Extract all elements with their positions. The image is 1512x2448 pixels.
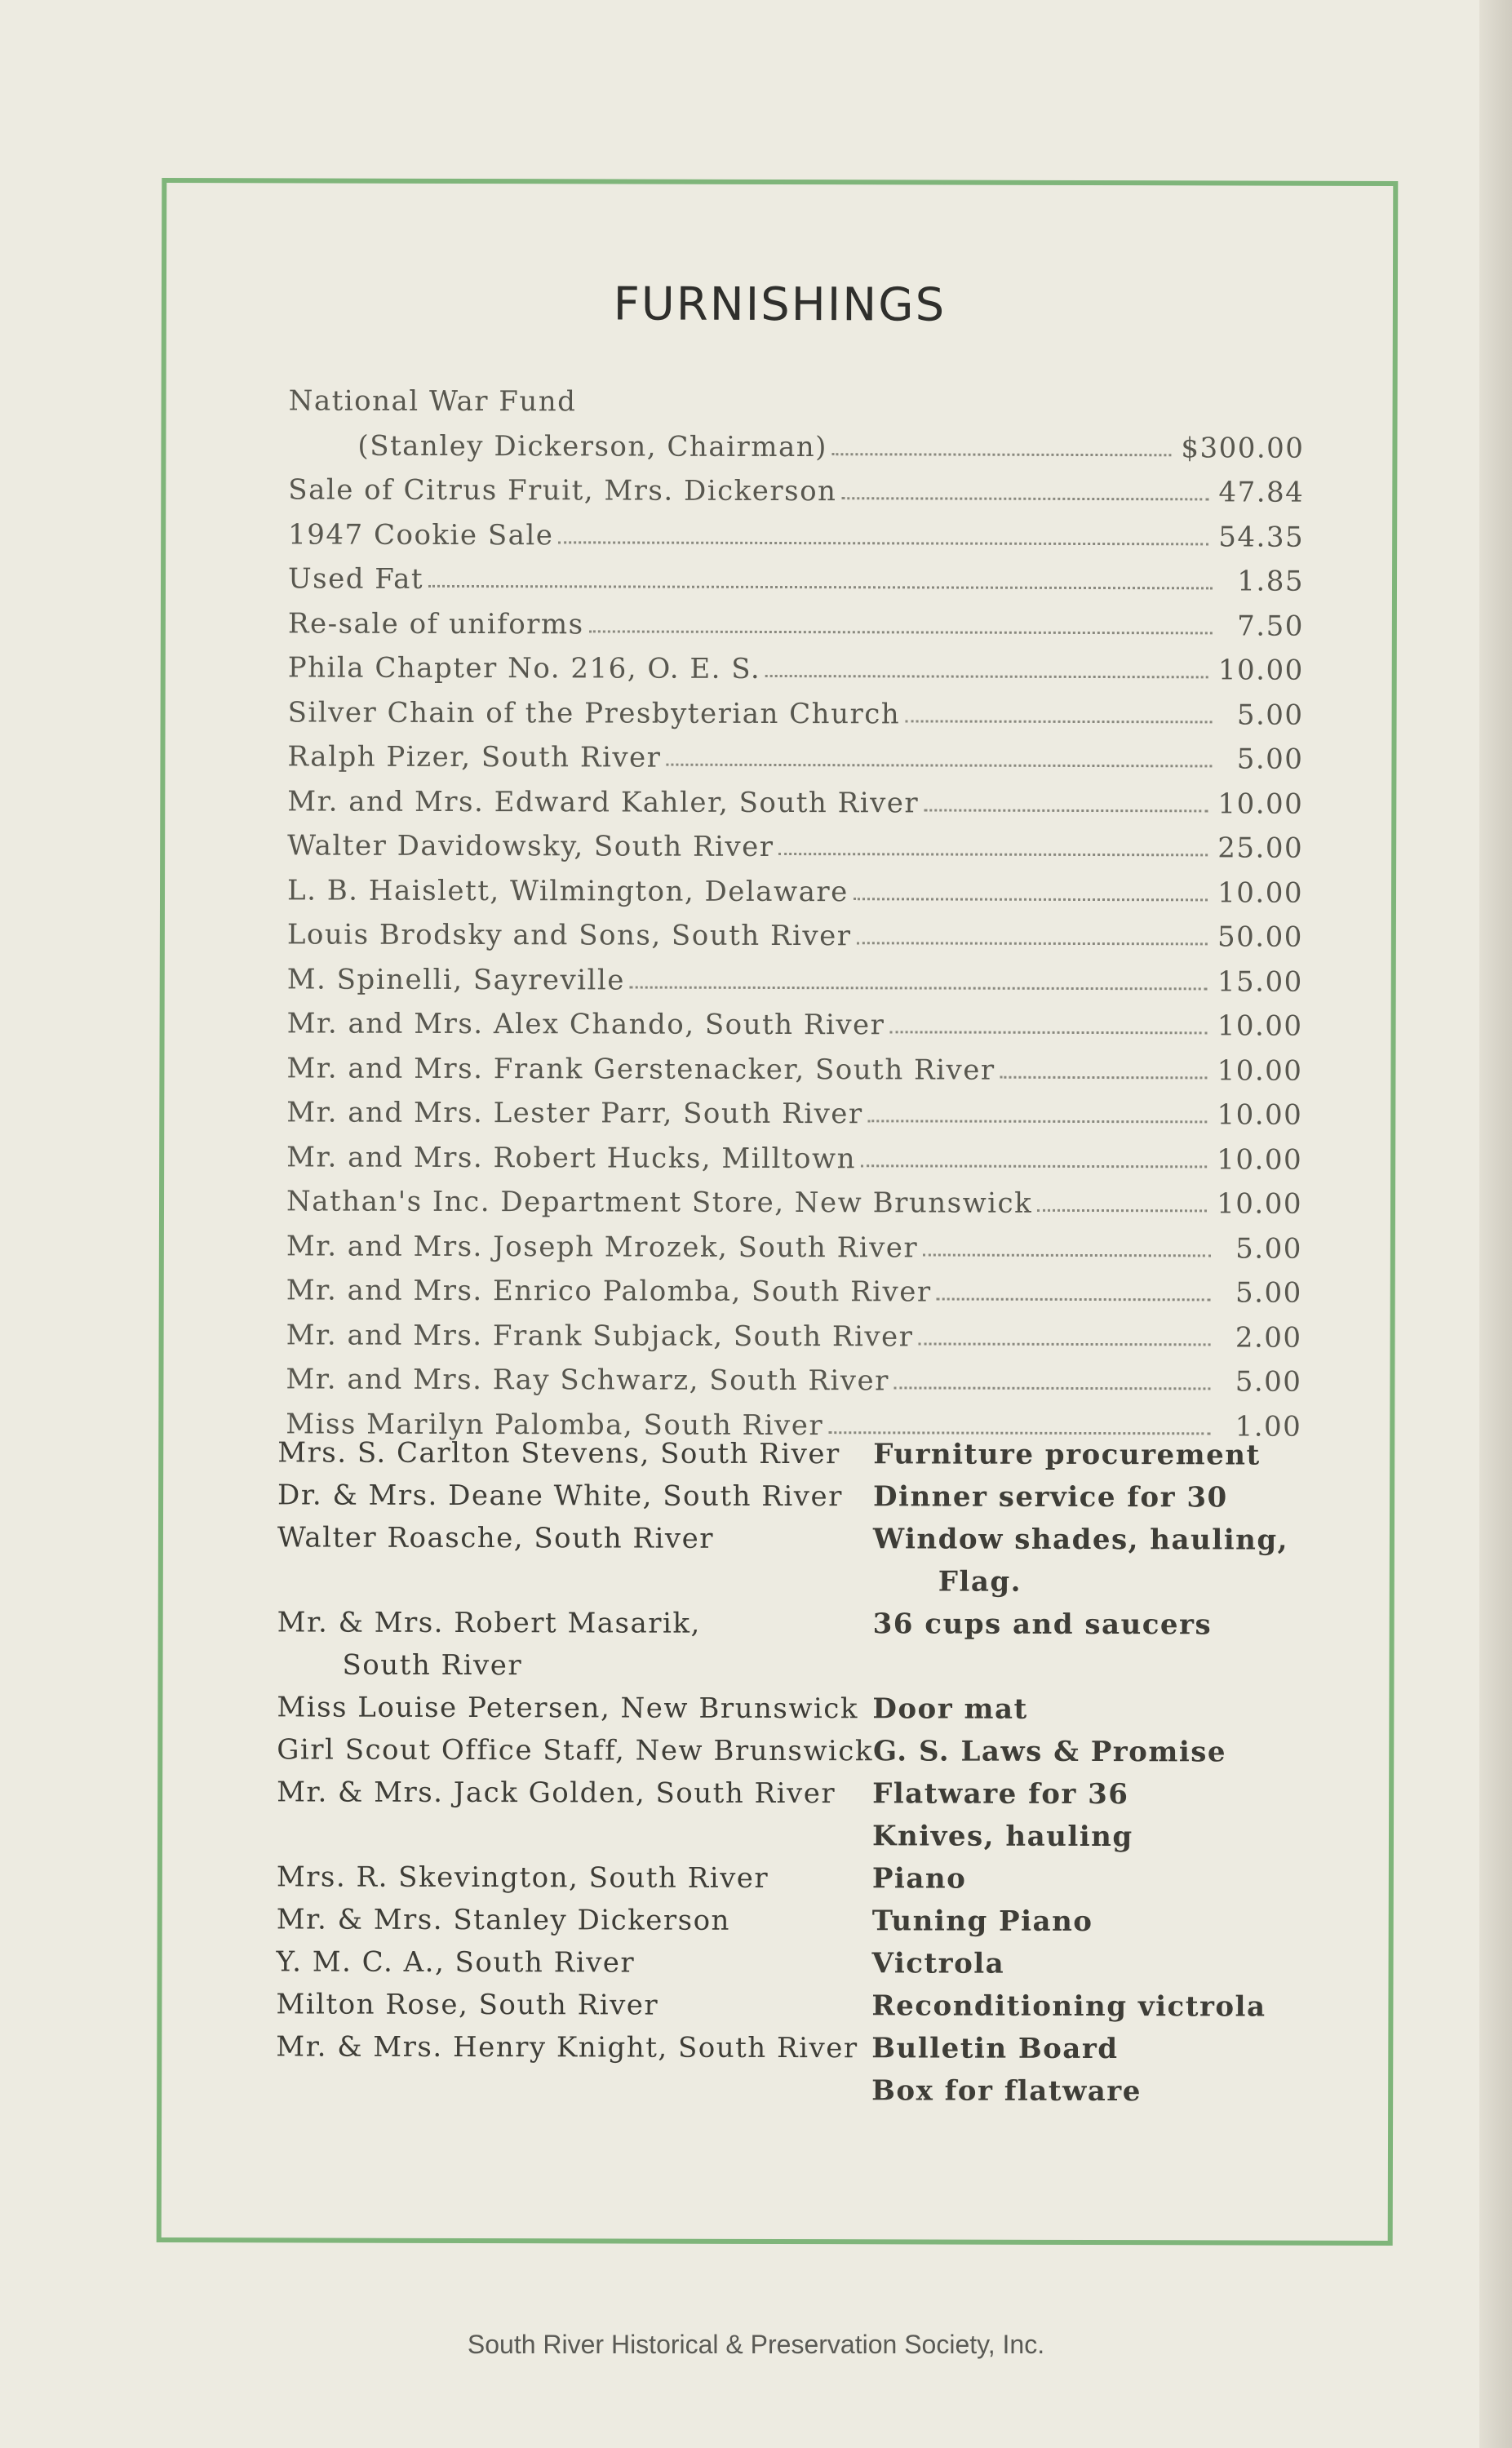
dot-leader — [832, 452, 1171, 456]
gift-donor — [277, 1601, 872, 1687]
dot-leader — [905, 719, 1212, 723]
dot-leader — [558, 540, 1208, 545]
gift-donor-line: Walter Roasche, South River — [277, 1521, 715, 1555]
donor-name: Mr. and Mrs. Edward Kahler, South River — [287, 785, 920, 820]
dot-leader — [589, 629, 1213, 634]
gift-item-line: Victrola — [871, 1947, 1005, 1980]
gift-donor-line: Y. M. C. A., South River — [276, 1945, 636, 1980]
gift-row — [276, 2025, 1304, 2113]
donation-amount: 7.50 — [1237, 610, 1304, 643]
dot-leader — [937, 1297, 1211, 1302]
dot-leader — [923, 1253, 1211, 1257]
donation-amount: 10.00 — [1217, 1054, 1303, 1088]
gift-donor-line: Mrs. S. Carlton Stevens, South River — [277, 1436, 840, 1471]
donation-row — [289, 379, 1305, 426]
donation-amount: 10.00 — [1217, 876, 1304, 910]
gift-row — [277, 1474, 1306, 1519]
donation-amount: 5.00 — [1235, 1365, 1302, 1399]
gift-item-line: Dinner service for 30 — [873, 1480, 1228, 1514]
donation-amount: 50.00 — [1217, 920, 1303, 954]
dot-leader — [765, 674, 1208, 678]
gift-item-line: Door mat — [872, 1692, 1028, 1726]
donation-row — [287, 1001, 1303, 1049]
gift-item-line: Flatware for 36 — [872, 1777, 1129, 1812]
donation-amount: 10.00 — [1217, 787, 1304, 821]
donation-row — [287, 912, 1303, 960]
gift-donor — [277, 1728, 873, 1772]
gift-donor — [276, 2025, 871, 2112]
donor-name: (Stanley Dickerson, Chairman) — [357, 429, 827, 463]
dot-leader — [868, 1120, 1208, 1124]
donor-name: Mr. and Mrs. Lester Parr, South River — [286, 1096, 863, 1131]
dot-leader — [854, 897, 1208, 901]
gift-item — [871, 1985, 1304, 2028]
gift-row — [277, 1856, 1305, 1900]
donor-name: Louis Brodsky and Sons, South River — [286, 918, 852, 953]
donation-row — [286, 1135, 1302, 1182]
donor-name: L. B. Haislett, Wilmington, Delaware — [286, 874, 849, 908]
dot-leader — [630, 985, 1208, 990]
gift-item — [872, 1603, 1305, 1688]
gift-row — [277, 1728, 1305, 1773]
gift-item-line: G. S. Laws & Promise — [872, 1735, 1227, 1769]
dot-leader — [666, 763, 1212, 768]
gift-item — [873, 1518, 1306, 1603]
gift-item — [873, 1475, 1306, 1519]
gift-donor-line: Mrs. R. Skevington, South River — [276, 1860, 769, 1895]
page-title: FURNISHINGS — [613, 277, 947, 332]
donor-name: Silver Chain of the Presbyterian Church — [287, 696, 901, 731]
donation-row — [288, 512, 1304, 560]
donation-amount: 1.00 — [1235, 1410, 1302, 1444]
donation-amount: $300.00 — [1181, 432, 1305, 465]
donor-name: Sale of Citrus Fruit, Mrs. Dickerson — [288, 473, 837, 508]
dot-leader — [894, 1386, 1211, 1390]
gift-donor — [277, 1898, 872, 1942]
gift-donor-line: Milton Rose, South River — [276, 1988, 659, 2022]
gift-donor-line: Miss Louise Petersen, New Brunswick — [277, 1691, 859, 1726]
dot-leader — [1000, 1075, 1208, 1079]
dot-leader — [857, 942, 1208, 946]
donation-row — [286, 1179, 1302, 1226]
donation-amount: 10.00 — [1217, 1187, 1303, 1221]
donation-row — [288, 557, 1304, 604]
donor-name: Mr. and Mrs. Ray Schwarz, South River — [286, 1363, 889, 1398]
donation-row — [286, 1313, 1302, 1360]
donation-amount: 25.00 — [1217, 832, 1304, 865]
gift-item-line: Knives, hauling — [871, 1820, 1133, 1854]
donation-amount: 54.35 — [1218, 521, 1305, 554]
donation-row — [286, 1090, 1302, 1138]
gift-item-line: Window shades, hauling, — [872, 1523, 1289, 1557]
gift-list — [276, 1431, 1306, 2113]
donor-name: Nathan's Inc. Department Store, New Brunswick — [286, 1185, 1033, 1221]
gift-item — [872, 1772, 1305, 1858]
gift-donor — [277, 1474, 873, 1518]
gift-donor — [277, 1940, 872, 1985]
donation-amount: 5.00 — [1235, 1276, 1302, 1310]
donor-name: Mr. and Mrs. Joseph Mrozek, South River — [286, 1230, 919, 1265]
donor-name: 1947 Cookie Sale — [288, 518, 554, 552]
gift-row — [277, 1771, 1305, 1858]
gift-row — [277, 1601, 1305, 1688]
gift-row — [277, 1940, 1305, 1985]
gift-item — [872, 1942, 1305, 1985]
donation-amount: 5.00 — [1236, 698, 1304, 732]
gift-item-line: Tuning Piano — [871, 1905, 1093, 1939]
gift-donor-line: Mr. & Mrs. Jack Golden, South River — [277, 1776, 836, 1811]
donation-row — [288, 601, 1304, 649]
donor-name: Mr. and Mrs. Alex Chando, South River — [286, 1007, 885, 1042]
gift-donor-line: Mr. & Mrs. Stanley Dickerson — [276, 1903, 731, 1937]
donation-list — [286, 379, 1304, 1448]
gift-item — [872, 1857, 1305, 1900]
donation-amount: 10.00 — [1217, 654, 1304, 687]
dot-leader — [889, 1031, 1207, 1035]
gift-donor — [277, 1856, 872, 1900]
gift-item-line: Furniture procurement — [873, 1438, 1261, 1472]
donation-row — [286, 1357, 1301, 1404]
donation-row — [288, 690, 1304, 738]
gift-donor — [277, 1771, 872, 1857]
donor-name: Used Fat — [287, 562, 424, 596]
page-edge — [1479, 0, 1512, 2448]
donor-name: Walter Davidowsky, South River — [287, 829, 774, 864]
donor-name: Miss Marilyn Palomba, South River — [286, 1408, 824, 1442]
donor-name: Mr. and Mrs. Enrico Palomba, South River — [286, 1274, 932, 1309]
gift-row — [277, 1431, 1306, 1476]
donor-name: Mr. and Mrs. Frank Gerstenacker, South River — [286, 1052, 995, 1087]
gift-donor — [277, 1431, 873, 1475]
gift-donor-line: Mr. & Mrs. Henry Knight, South River — [276, 2030, 858, 2065]
donation-amount: 5.00 — [1235, 1232, 1302, 1266]
gift-item-line: Piano — [871, 1862, 967, 1896]
gift-item-line: Box for flatware — [871, 2074, 1142, 2109]
donation-amount: 10.00 — [1217, 1098, 1303, 1132]
gift-donor — [277, 1516, 873, 1603]
donation-row — [287, 957, 1303, 1004]
gift-item-line: Reconditioning victrola — [871, 1989, 1266, 2024]
gift-donor — [277, 1686, 872, 1730]
gift-donor-line: South River — [342, 1648, 523, 1683]
green-border-frame — [157, 178, 1399, 2246]
donor-name: Re-sale of uniforms — [287, 607, 584, 641]
gift-donor-line: Dr. & Mrs. Deane White, South River — [277, 1479, 843, 1514]
gift-item — [873, 1433, 1306, 1476]
gift-item-line: Bulletin Board — [871, 2032, 1119, 2066]
donation-amount: 2.00 — [1235, 1321, 1302, 1355]
donor-name: National War Fund — [288, 384, 577, 419]
dot-leader — [861, 1164, 1207, 1168]
donation-row — [288, 645, 1304, 693]
gift-row — [277, 1898, 1305, 1943]
gift-item — [873, 1730, 1305, 1773]
donation-amount: 1.85 — [1237, 565, 1305, 598]
footer-credit: South River Historical & Preservation Society, Inc. — [467, 2330, 1045, 2359]
donation-amount: 5.00 — [1236, 743, 1304, 776]
donation-row — [287, 734, 1303, 782]
gift-row — [277, 1516, 1306, 1603]
dot-leader — [924, 808, 1208, 812]
donation-row — [288, 424, 1304, 471]
dot-leader — [918, 1342, 1210, 1346]
gift-item-line: 36 cups and saucers — [872, 1608, 1213, 1642]
donation-amount: 47.84 — [1218, 476, 1305, 509]
donor-name: Phila Chapter No. 216, O. E. S. — [287, 651, 761, 686]
donor-name: Ralph Pizer, South River — [287, 740, 662, 774]
donation-row — [286, 1046, 1302, 1093]
gift-donor — [276, 1983, 871, 2027]
donor-name: Mr. and Mrs. Robert Hucks, Milltown — [286, 1141, 857, 1176]
dot-leader — [779, 852, 1208, 856]
donation-row — [286, 1268, 1302, 1315]
dot-leader — [841, 496, 1208, 500]
gift-donor-line: Mr. & Mrs. Robert Masarik, — [277, 1606, 701, 1640]
donation-row — [287, 868, 1303, 916]
donation-amount: 10.00 — [1217, 1009, 1303, 1043]
donation-amount: 10.00 — [1217, 1143, 1303, 1177]
donor-name: Mr. and Mrs. Frank Subjack, South River — [286, 1319, 914, 1354]
gift-row — [276, 1983, 1304, 2028]
donation-amount: 15.00 — [1217, 965, 1303, 999]
donation-row — [286, 1224, 1302, 1271]
donor-name: M. Spinelli, Sayreville — [286, 963, 626, 997]
donation-row — [287, 779, 1303, 827]
gift-donor-line: Girl Scout Office Staff, New Brunswick — [277, 1733, 874, 1768]
dot-leader — [428, 584, 1213, 590]
gift-item — [872, 1900, 1305, 1943]
donation-row — [288, 468, 1304, 515]
gift-item-line: Flag. — [938, 1565, 1022, 1599]
dot-leader — [1037, 1208, 1207, 1213]
donation-row — [287, 823, 1303, 871]
gift-item — [871, 2027, 1304, 2113]
gift-item — [872, 1687, 1305, 1731]
gift-row — [277, 1686, 1305, 1731]
